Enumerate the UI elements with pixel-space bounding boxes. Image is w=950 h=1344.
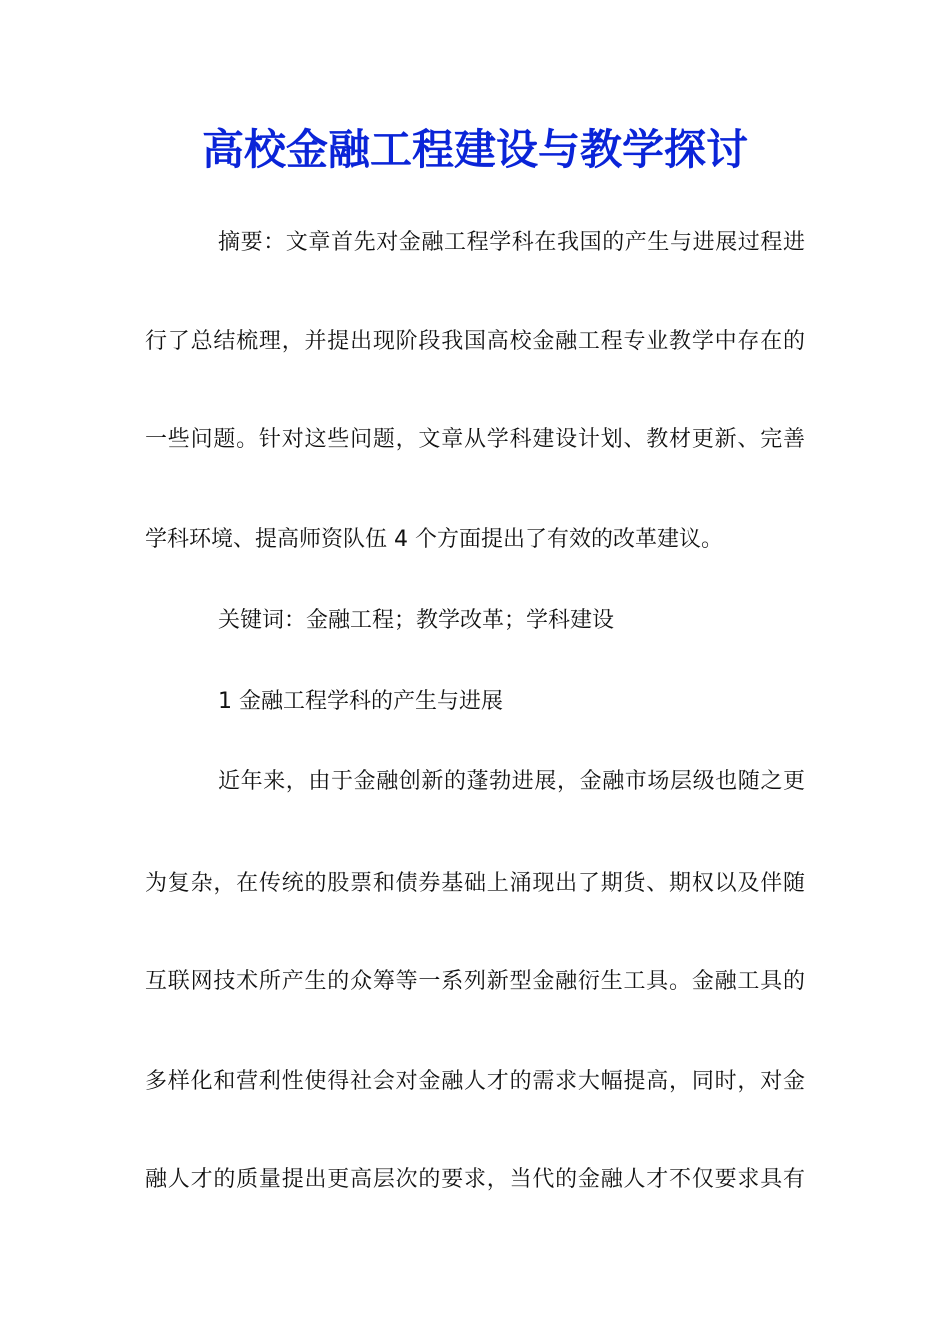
body-line-5: 融人才的质量提出更高层次的要求，当代的金融人才不仅要求具有: [145, 1167, 805, 1192]
section-heading-1: 1 金融工程学科的产生与进展: [218, 689, 503, 714]
abstract-line-2: 行了总结梳理，并提出现阶段我国高校金融工程专业教学中存在的: [145, 329, 805, 354]
body-line-1: 近年来，由于金融创新的蓬勃进展，金融市场层级也随之更: [218, 769, 805, 794]
abstract-line-3: 一些问题。针对这些问题，文章从学科建设计划、教材更新、完善: [145, 427, 805, 452]
keywords-line: 关键词：金融工程；教学改革；学科建设: [218, 608, 615, 633]
abstract-line-1: 摘要：文章首先对金融工程学科在我国的产生与进展过程进: [218, 230, 805, 255]
body-line-4: 多样化和营利性使得社会对金融人才的需求大幅提高，同时，对金: [145, 1069, 805, 1094]
body-line-2: 为复杂，在传统的股票和债券基础上涌现出了期货、期权以及伴随: [145, 871, 805, 896]
abstract-line-4: 学科环境、提高师资队伍 4 个方面提出了有效的改革建议。: [145, 527, 723, 552]
document-title: 高校金融工程建设与教学探讨: [201, 125, 748, 174]
body-line-3: 互联网技术所产生的众筹等一系列新型金融衍生工具。金融工具的: [145, 969, 805, 994]
